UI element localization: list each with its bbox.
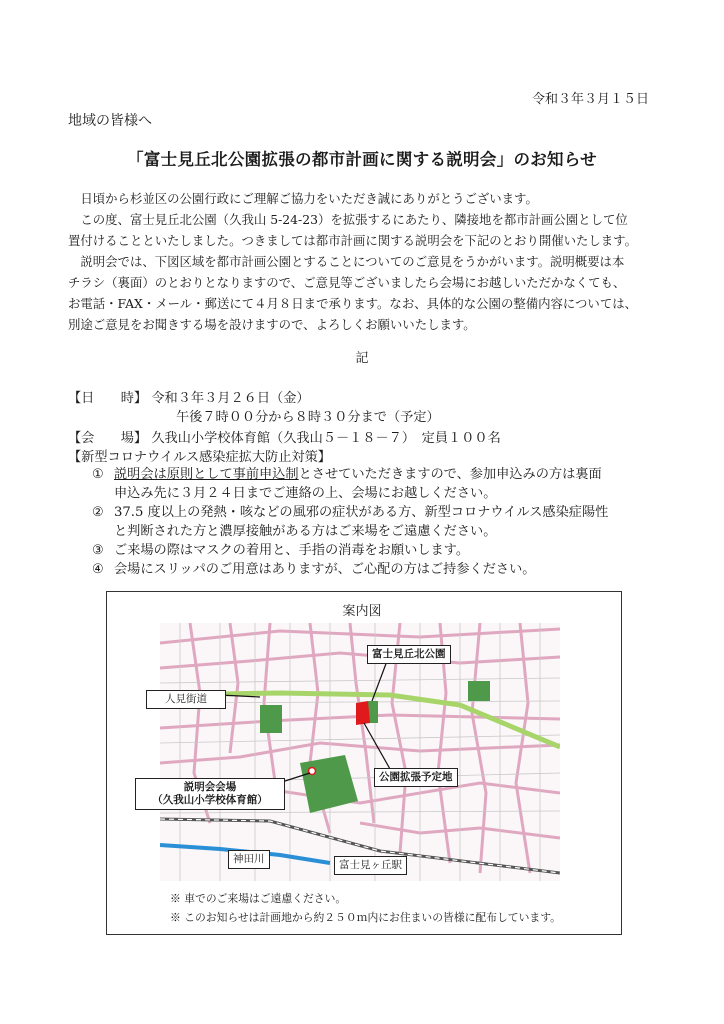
map-label-venue: [135, 778, 285, 810]
note-item: [92, 465, 672, 484]
note-number: ①: [92, 467, 104, 482]
ki-marker: 記: [355, 351, 369, 366]
note-item: [92, 560, 672, 579]
map-label-park: 富士見丘北公園: [367, 645, 451, 664]
date-label: 【日 時】: [68, 391, 148, 406]
note-text: 37.5 度以上の発熱・咳などの風邪の症状がある方、新型コロナウイルス感染症陽性: [114, 505, 609, 520]
map-caption: 案内図: [342, 604, 382, 619]
footnote-no-cars: ※ 車でのご来場はご遠慮ください。: [170, 892, 347, 905]
addressee: 地域の皆様へ: [68, 113, 152, 129]
footnote-distribution: ※ このお知らせは計画地から約２５０ｍ内にお住まいの皆様に配布しています。: [170, 911, 561, 924]
intro-line: チラシ（裏面）のとおりとなりますので、ご意見等ございましたら会場にお越しいただかなくても、: [68, 275, 626, 290]
intro-line: 日頃から杉並区の公園行政にご理解ご協力をいただき誠にありがとうございます。: [68, 191, 538, 206]
intro-line: 別途ご意見をお聞きする場を設けますので、よろしくお願いいたします。: [68, 317, 476, 332]
intro-line: 説明会では、下図区域を都市計画公園とすることについてのご意見をうかがいます。説明概要は本: [68, 254, 625, 269]
note-continuation: 申込み先に３月２４日までご連絡の上、会場にお越しください。: [114, 486, 497, 501]
note-number: ③: [92, 543, 104, 558]
small-park: [468, 681, 490, 701]
schedule-venue-row: [68, 427, 501, 446]
venue-label-line: （久我山小学校体育館）: [152, 794, 268, 806]
time-value: 午後７時００分から８時３０分まで（予定）: [176, 410, 440, 425]
date-value: 令和３年３月２６日（金）: [151, 391, 310, 406]
venue-label: 【会 場】: [68, 431, 148, 446]
intro-line: 置付けることといたしました。つきましては都市計画に関する説明会を下記のとおり開催いたします。: [68, 233, 637, 248]
note-number: ④: [92, 562, 104, 577]
note-number: ②: [92, 505, 104, 520]
venue-value: 久我山小学校体育館（久我山５－１８－７） 定員１００名: [151, 431, 501, 446]
note-underlined: 説明会は原則として事前申込制: [114, 467, 299, 482]
map-label-planned: 公園拡張予定地: [374, 768, 458, 787]
intro-paragraph: [68, 188, 668, 335]
intro-line: この度、富士見丘北公園（久我山 5-24-23）を拡張するにあたり、隣接地を都市計画公園として位: [68, 212, 628, 227]
planned-expansion-area: [356, 701, 370, 725]
covid-notes-list: [92, 465, 672, 579]
small-park: [260, 705, 282, 733]
note-item: [92, 541, 672, 560]
map-label-river: 神田川: [228, 850, 270, 869]
note-text: 会場にスリッパのご用意はありますが、ご心配の方はご持参ください。: [114, 562, 536, 577]
intro-line: お電話・FAX・メール・郵送にて４月８日まで承ります。なお、具体的な公園の整備内容については、: [68, 296, 637, 311]
guide-map: [160, 623, 560, 881]
note-continuation: と判断された方と濃厚接触がある方はご来場をご遠慮ください。: [114, 524, 497, 539]
note-text: ご来場の際はマスクの着用と、手指の消毒をお願いします。: [114, 543, 470, 558]
covid-heading: 【新型コロナウイルス感染症拡大防止対策】: [68, 450, 331, 465]
map-label-station: 富士見ヶ丘駅: [334, 856, 407, 875]
note-item: [92, 503, 672, 522]
venue-label-line: 説明会会場: [183, 781, 237, 793]
map-label-street: 人見街道: [146, 690, 226, 709]
note-text: とさせていただきますので、参加申込みの方は裏面: [298, 467, 602, 482]
schedule-date-row: [68, 387, 310, 406]
notice-title: 「富士見丘北公園拡張の都市計画に関する説明会」のお知らせ: [127, 150, 597, 169]
notice-date: 令和３年３月１５日: [532, 92, 650, 107]
